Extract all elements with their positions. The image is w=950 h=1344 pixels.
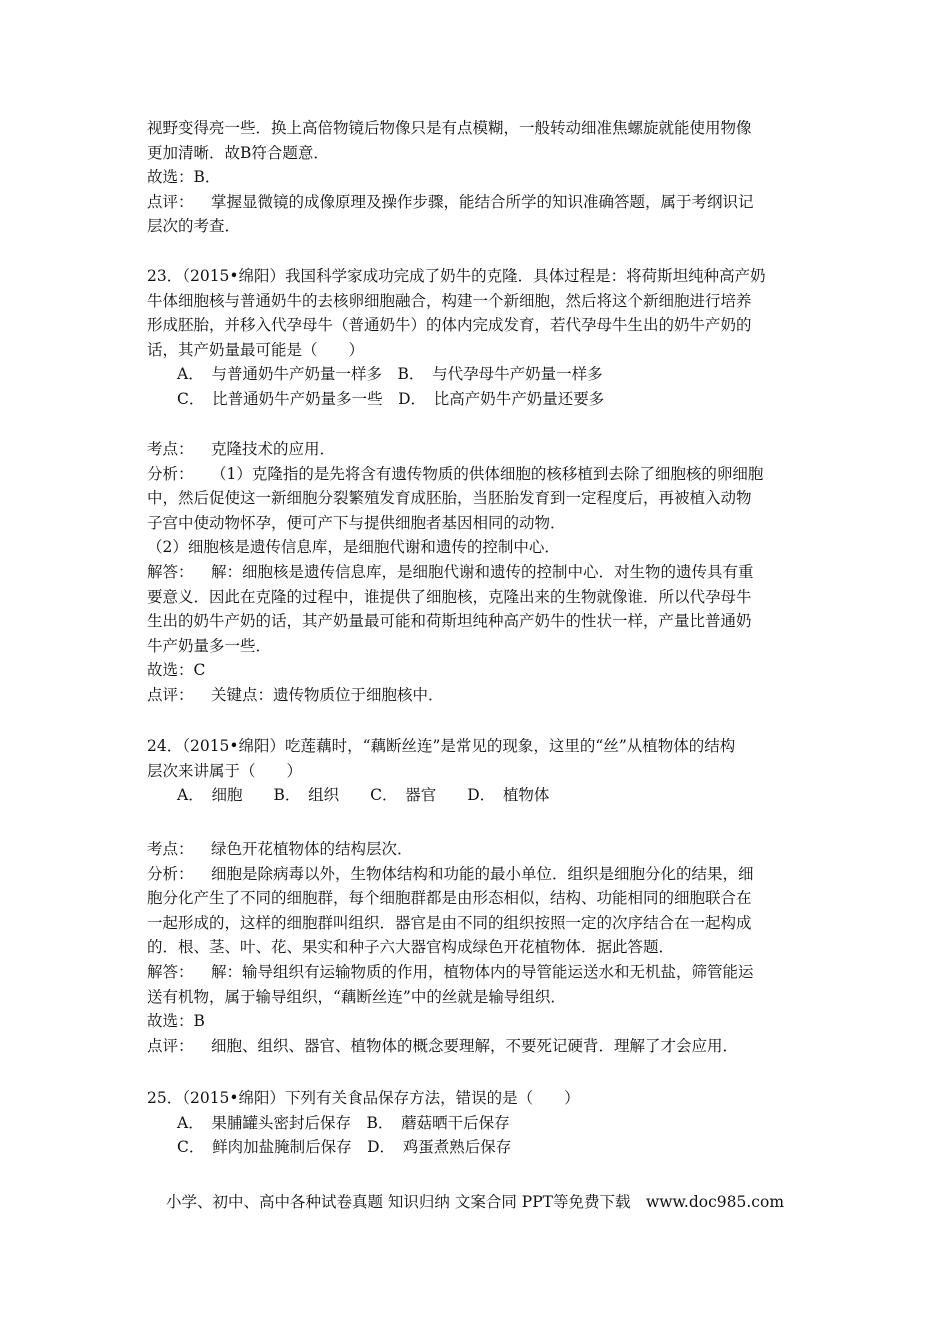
jieda-label: 解答： <box>147 562 194 581</box>
q23-analysis <box>147 437 807 708</box>
comment-text: 细胞、组织、器官、植物体的概念要理解，不要死记硬背．理解了才会应用． <box>211 1036 739 1055</box>
q23-jieda <box>147 560 807 585</box>
q24-fenxi-cont: 的．根、茎、叶、花、果实和种子六大器官构成绿色开花植物体．据此答题． <box>147 938 675 957</box>
prev-line: 视野变得亮一些．换上高倍物镜后物像只是有点模糊，一般转动细准焦螺旋就能使用物像 <box>147 119 752 137</box>
q23-fenxi-cont: 子宫中使动物怀孕，便可产下与提供细胞者基因相同的动物． <box>147 513 566 532</box>
fenxi-text: （1）克隆指的是先将含有遗传物质的供体细胞的核移植到去除了细胞核的卵细胞 <box>211 464 764 483</box>
kaodian-text: 绿色开花植物体的结构层次． <box>211 840 413 858</box>
fenxi-label: 分析： <box>147 464 194 483</box>
q23-stem-line: 形成胚胎，并移入代孕母牛（普通奶牛）的体内完成发育，若代孕母牛生出的奶牛产奶的 <box>147 316 752 335</box>
fenxi-label: 分析： <box>147 864 194 883</box>
q25-option-row: C． 鲜肉加盐腌制后保存 D． 鸡蛋煮熟后保存 <box>177 1138 512 1157</box>
jieda-text: 解：输导组织有运输物质的作用，植物体内的导管能运送水和无机盐，筛管能运 <box>211 962 754 981</box>
comment-text: 掌握显微镜的成像原理及操作步骤，能结合所学的知识准确答题，属于考纲识记 <box>211 192 754 211</box>
kaodian-label: 考点： <box>147 440 194 458</box>
q24-jieda <box>147 960 807 985</box>
q24-fenxi <box>147 862 807 887</box>
comment-label: 点评： <box>147 192 194 211</box>
kaodian-label: 考点： <box>147 840 194 858</box>
q24-option-row: A． 细胞 B． 组织 C． 器官 D． 植物体 <box>177 786 550 805</box>
question-24 <box>147 734 807 808</box>
page-footer: 小学、初中、高中各种试卷真题 知识归纳 文案合同 PPT等免费下载 www.doc985.com <box>165 1193 785 1211</box>
q23-jieda-cont: 牛产奶量多一些． <box>147 636 272 655</box>
fenxi-text: 细胞是除病毒以外，生物体结构和功能的最小单位．组织是细胞分化的结果，细 <box>211 864 754 883</box>
question-23 <box>147 264 807 412</box>
prev-comment <box>147 190 807 215</box>
q23-jieda-cont: 要意义．因此在克隆的过程中，谁提供了细胞核，克隆出来的生物就像谁．所以代孕母牛 <box>147 587 752 606</box>
q24-comment <box>147 1034 807 1059</box>
comment-label: 点评： <box>147 685 194 704</box>
q24-kaodian <box>147 837 807 862</box>
q25-stem-line: 25．（2015•绵阳）下列有关食品保存方法，错误的是（ ） <box>147 1089 580 1107</box>
jieda-text: 解：细胞核是遗传信息库，是细胞代谢和遗传的控制中心．对生物的遗传具有重 <box>211 562 754 581</box>
kaodian-text: 克隆技术的应用． <box>211 440 336 458</box>
q23-fenxi-cont: （2）细胞核是遗传信息库，是细胞代谢和遗传的控制中心． <box>147 538 560 557</box>
q24-fenxi-cont: 胞分化产生了不同的细胞群，每个细胞群都是由形态相似，结构、功能相同的细胞联合在 <box>147 889 752 908</box>
prev-comment-cont: 层次的考查． <box>147 217 241 236</box>
question-25 <box>147 1086 807 1160</box>
q23-stem-line: 23．（2015•绵阳）我国科学家成功完成了奶牛的克隆．具体过程是：将荷斯坦纯种高产奶 <box>147 267 766 285</box>
prev-line: 更加清晰．故B符合题意． <box>147 143 329 162</box>
q23-comment <box>147 683 807 708</box>
q23-answer: 故选：C <box>147 661 206 680</box>
q23-fenxi-cont: 中，然后促使这一新细胞分裂繁殖发育成胚胎，当胚胎发育到一定程度后，再被植入动物 <box>147 489 752 508</box>
q24-answer: 故选：B <box>147 1012 205 1031</box>
q24-jieda-cont: 送有机物，属于输导组织，“藕断丝连”中的丝就是输导组织． <box>147 987 566 1006</box>
q24-stem-line: 24．（2015•绵阳）吃莲藕时，“藕断丝连”是常见的现象，这里的“丝”从植物体的结构 <box>147 737 736 755</box>
q23-jieda-cont: 生出的奶牛产奶的话，其产奶量最可能和荷斯坦纯种高产奶牛的性状一样，产量比普通奶 <box>147 612 752 631</box>
comment-text: 关键点：遗传物质位于细胞核中． <box>211 685 444 704</box>
q24-analysis <box>147 837 807 1058</box>
comment-label: 点评： <box>147 1036 194 1055</box>
q23-stem-line: 话，其产奶量最可能是（ ） <box>147 340 365 359</box>
jieda-label: 解答： <box>147 962 194 981</box>
q23-fenxi <box>147 462 807 487</box>
q24-fenxi-cont: 一起形成的，这样的细胞群叫组织．器官是由不同的组织按照一定的次序结合在一起构成 <box>147 913 752 932</box>
q23-option-row: A． 与普通奶牛产奶量一样多 B． 与代孕母牛产奶量一样多 <box>177 365 603 384</box>
q23-kaodian <box>147 437 807 462</box>
q23-stem-line: 牛体细胞核与普通奶牛的去核卵细胞融合，构建一个新细胞，然后将这个新细胞进行培养 <box>147 291 752 310</box>
prev-solution <box>147 116 807 239</box>
q23-option-row: C． 比普通奶牛产奶量多一些 D． 比高产奶牛产奶量还要多 <box>177 389 605 408</box>
q24-stem-line: 层次来讲属于（ ） <box>147 761 303 780</box>
q25-option-row: A． 果脯罐头密封后保存 B． 蘑菇晒干后保存 <box>177 1113 510 1132</box>
prev-answer: 故选：B． <box>147 168 221 187</box>
